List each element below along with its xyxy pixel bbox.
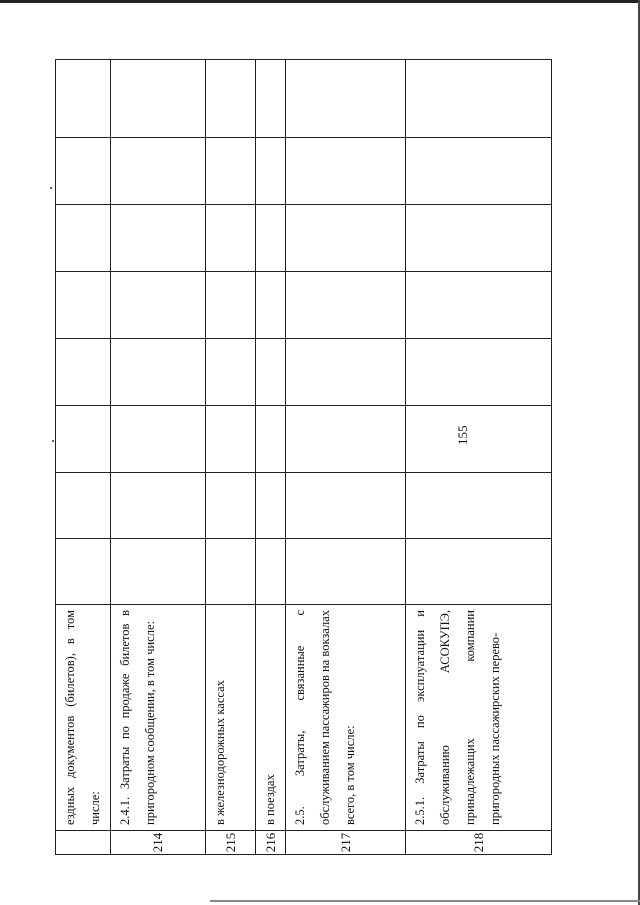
value-cell xyxy=(56,473,111,539)
row-label: в железнодорожных кассах xyxy=(206,605,256,831)
value-cell xyxy=(256,339,286,406)
table-row xyxy=(286,60,406,855)
row-number xyxy=(56,831,111,855)
value-cell xyxy=(406,272,552,339)
value-cell xyxy=(111,339,206,406)
value-cell xyxy=(286,138,406,205)
page-number: 155 xyxy=(455,425,470,445)
scan-speck xyxy=(52,440,54,442)
value-cell xyxy=(406,339,552,406)
value-cell xyxy=(286,473,406,539)
value-cell xyxy=(206,339,256,406)
value-cell xyxy=(406,406,552,473)
scan-edge-bottom xyxy=(210,900,640,902)
value-cell xyxy=(56,138,111,205)
value-cell xyxy=(111,138,206,205)
table-row xyxy=(206,60,256,855)
row-label: ездных документов (билетов), в том числе: xyxy=(56,605,111,831)
value-cell xyxy=(56,60,111,138)
value-cell xyxy=(206,406,256,473)
value-cell xyxy=(286,339,406,406)
value-cell xyxy=(256,539,286,605)
table-row xyxy=(111,60,206,855)
value-cell xyxy=(256,205,286,272)
value-cell xyxy=(56,406,111,473)
value-cell xyxy=(406,60,552,138)
value-cell xyxy=(111,473,206,539)
row-number: 218 xyxy=(406,831,552,855)
value-cell xyxy=(286,205,406,272)
value-cell xyxy=(206,539,256,605)
value-cell xyxy=(111,60,206,138)
value-cell xyxy=(286,272,406,339)
row-label: 2.5.1. Затраты по эксплуатации и обслуживанию АСОКУПЭ, принадлежащих компании пригородных пассажирских перево- xyxy=(406,605,552,831)
value-cell xyxy=(256,138,286,205)
value-cell xyxy=(256,60,286,138)
value-cell xyxy=(111,406,206,473)
value-cell xyxy=(256,473,286,539)
row-number: 216 xyxy=(256,831,286,855)
table-row xyxy=(406,60,552,855)
value-cell xyxy=(206,272,256,339)
row-label: 2.5. Затраты, связанные с обслуживанием пассажиров на вокзалах всего, в том числе: xyxy=(286,605,406,831)
value-cell xyxy=(286,60,406,138)
row-number: 217 xyxy=(286,831,406,855)
value-cell xyxy=(406,138,552,205)
value-cell xyxy=(56,339,111,406)
table-row xyxy=(56,60,111,855)
value-cell xyxy=(206,138,256,205)
value-cell xyxy=(256,406,286,473)
row-number: 214 xyxy=(111,831,206,855)
value-cell xyxy=(111,272,206,339)
row-label: 2.4.1. Затраты по продаже билетов в пригородном сообщении, в том числе: xyxy=(111,605,206,831)
value-cell xyxy=(286,539,406,605)
row-number: 215 xyxy=(206,831,256,855)
value-cell xyxy=(406,539,552,605)
row-label: в поездах xyxy=(256,605,286,831)
value-cell xyxy=(111,539,206,605)
value-cell xyxy=(56,272,111,339)
scan-speck xyxy=(50,187,52,189)
value-cell xyxy=(406,473,552,539)
value-cell xyxy=(206,205,256,272)
value-cell xyxy=(286,406,406,473)
value-cell xyxy=(56,539,111,605)
cost-table xyxy=(55,59,552,855)
table-row xyxy=(256,60,286,855)
value-cell xyxy=(206,473,256,539)
value-cell xyxy=(256,272,286,339)
rotated-table-wrapper xyxy=(55,60,535,855)
scan-edge-top xyxy=(0,0,640,3)
value-cell xyxy=(111,205,206,272)
value-cell xyxy=(406,205,552,272)
value-cell xyxy=(206,60,256,138)
value-cell xyxy=(56,205,111,272)
